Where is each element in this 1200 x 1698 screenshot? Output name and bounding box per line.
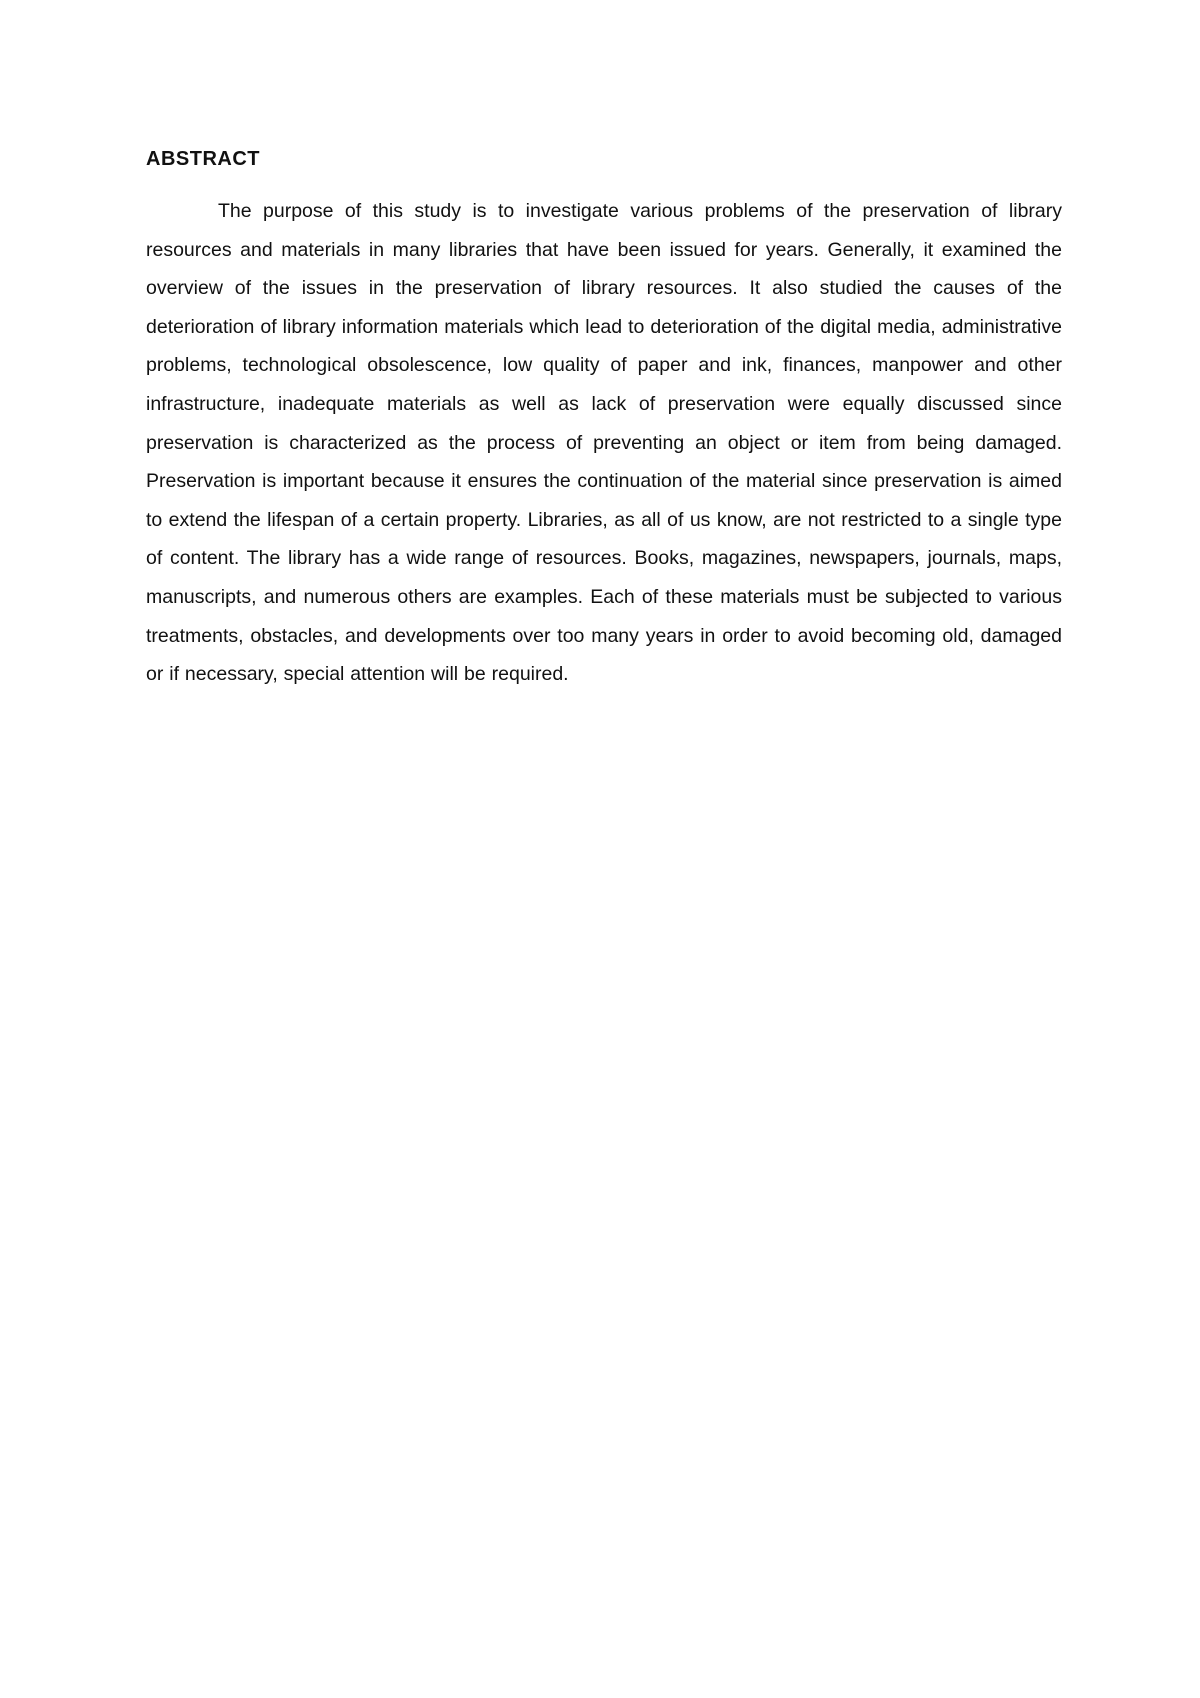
abstract-heading: ABSTRACT <box>146 148 260 170</box>
abstract-paragraph: The purpose of this study is to investigate various problems of the preservation of library resources and materials in many libraries that have been issued for years. Generally, it examined the overview of the issues in the preservation of library resources. It also studied the causes of the deterioration of library information materials which lead to deterioration of the digital media, administrative problems, technological obsolescence, low quality of paper and ink, finances, manpower and other infrastructure, inadequate materials as well as lack of preservation were equally discussed since preservation is characterized as the process of preventing an object or item from being damaged. Preservation is important because it ensures the continuation of the material since preservation is aimed to extend the lifespan of a certain property. Libraries, as all of us know, are not restricted to a single type of content. The library has a wide range of resources. Books, magazines, newspapers, journals, maps, manuscripts, and numerous others are examples. Each of these materials must be subjected to various treatments, obstacles, and developments over too many years in order to avoid becoming old, damaged or if necessary, special attention will be required. <box>146 200 1062 686</box>
abstract-section <box>146 140 1062 694</box>
